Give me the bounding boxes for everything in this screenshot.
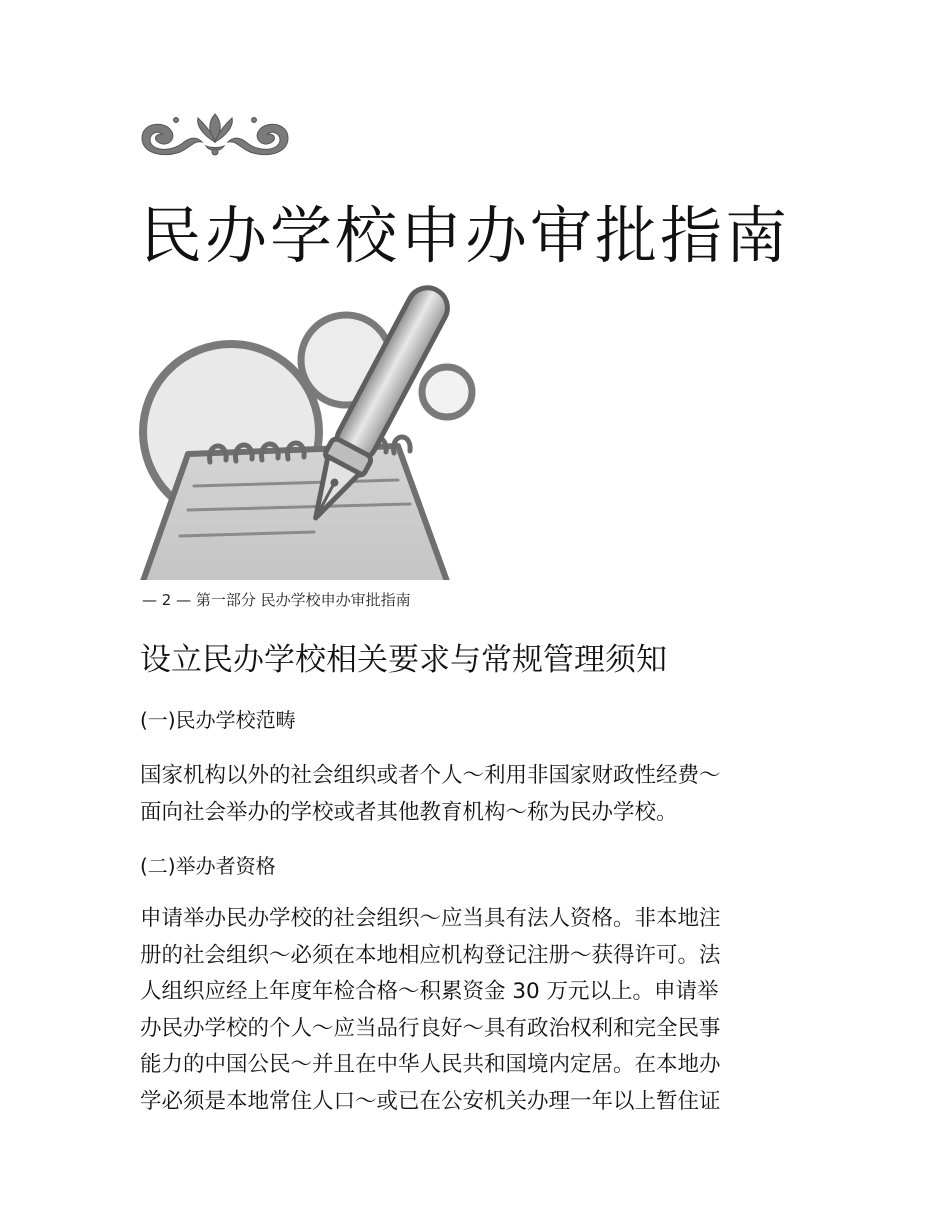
subheading-qualification: (二)举办者资格	[140, 854, 276, 878]
paragraph-line: 国家机构以外的社会组织或者个人～利用非国家财政性经费～	[140, 763, 721, 788]
paragraph-qualification	[140, 901, 820, 1121]
small-circle-shape	[422, 367, 472, 417]
paragraph-line: 册的社会组织～必须在本地相应机构登记注册～获得许可。法	[140, 942, 721, 968]
subheading-scope: (一)民办学校范畴	[140, 708, 296, 732]
paragraph-line: 办民办学校的个人～应当品行良好～具有政治权利和完全民事	[140, 1015, 721, 1041]
paragraph-line: 面向社会举办的学校或者其他教育机构～称为民办学校。	[140, 799, 678, 825]
paragraph-line: 人组织应经上年度年检合格～积累资金 30 万元以上。申请举	[140, 979, 719, 1005]
paragraph-line: 能力的中国公民～并且在中华人民共和国境内定居。在本地办	[140, 1052, 721, 1078]
notebook-pen-illustration	[136, 282, 486, 586]
paragraph-line: 学必须是本地常住人口～或已在公安机关办理一年以上暂住证	[140, 1088, 721, 1114]
notepad-shape	[142, 446, 448, 584]
document-title: 民办学校申办审批指南	[140, 199, 791, 272]
paragraph-line: 申请举办民办学校的社会组织～应当具有法人资格。非本地注	[140, 906, 721, 931]
floral-ornament-icon	[136, 108, 294, 160]
section-heading: 设立民办学校相关要求与常规管理须知	[140, 642, 667, 678]
paragraph-scope	[140, 758, 820, 831]
running-head: — 2 — 第一部分 民办学校申办审批指南	[142, 591, 411, 609]
